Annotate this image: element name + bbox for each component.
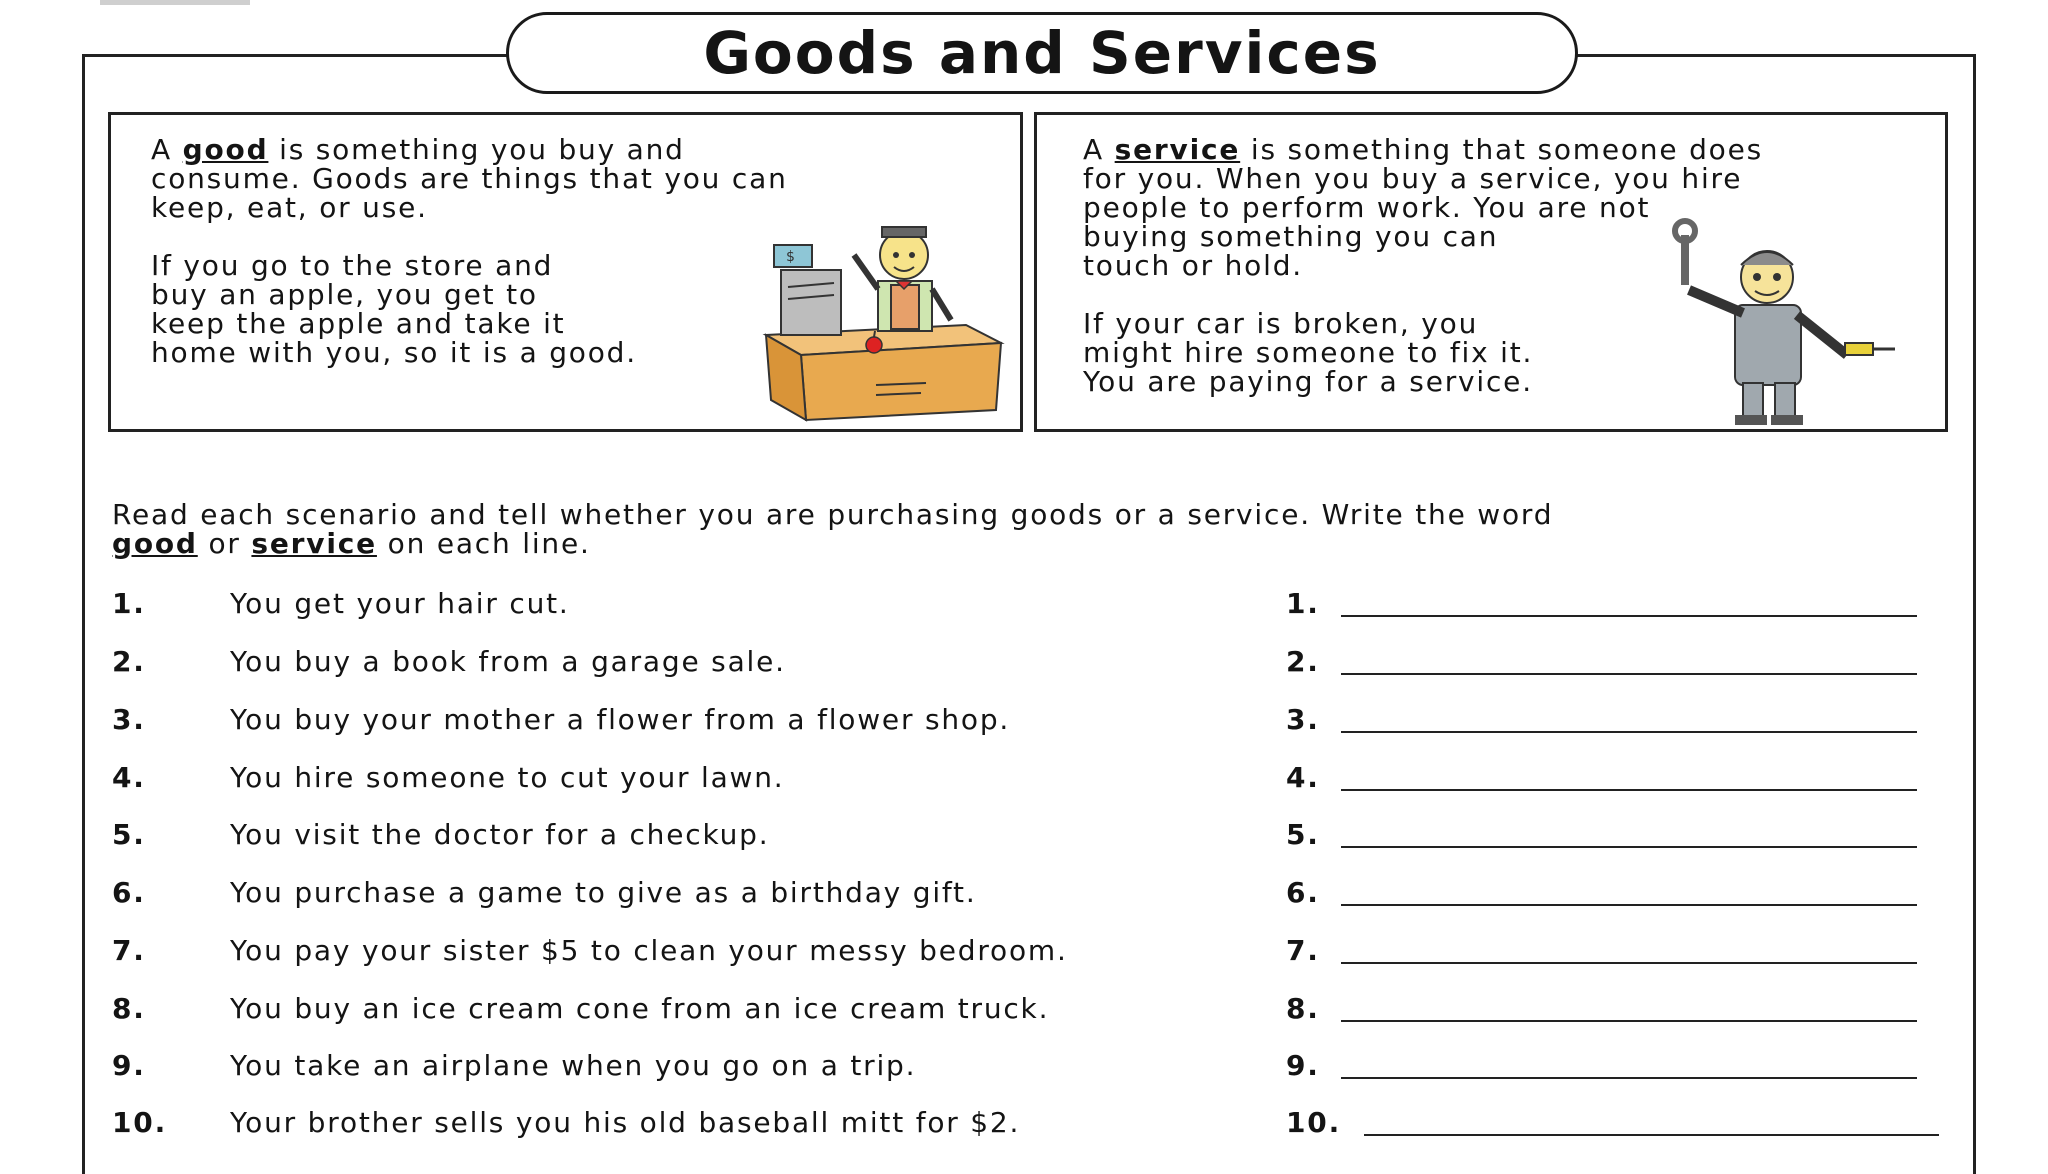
instructions-line-1: Read each scenario and tell whether you are purchasing goods or a service. Write the word <box>112 498 1554 531</box>
good-example-line-2: buy an apple, you get to <box>151 278 538 311</box>
answer-line[interactable] <box>1341 904 1917 906</box>
answer-number: 3. <box>1286 703 1320 736</box>
top-edge-smudge <box>100 0 250 5</box>
answer-number: 8. <box>1286 992 1320 1025</box>
answer-line[interactable] <box>1341 673 1917 675</box>
question-number: 1. <box>112 587 146 620</box>
page-title: Goods and Services <box>703 19 1381 87</box>
answer-line[interactable] <box>1341 846 1917 848</box>
question-text: You visit the doctor for a checkup. <box>230 818 770 851</box>
answer-line[interactable] <box>1341 1077 1917 1079</box>
question-text: You buy a book from a garage sale. <box>230 645 786 678</box>
question-row <box>112 645 1942 685</box>
question-number: 2. <box>112 645 146 678</box>
answer-number: 9. <box>1286 1049 1320 1082</box>
question-row <box>112 818 1942 858</box>
question-text: You pay your sister $5 to clean your messy bedroom. <box>230 934 1068 967</box>
service-example-line-1: If your car is broken, you <box>1083 307 1479 340</box>
shopkeeper-at-cash-register-icon <box>756 215 1011 425</box>
answer-number: 1. <box>1286 587 1320 620</box>
question-text: You purchase a game to give as a birthday gift. <box>230 876 977 909</box>
answer-number: 2. <box>1286 645 1320 678</box>
question-text: You take an airplane when you go on a trip. <box>230 1049 917 1082</box>
answer-number: 5. <box>1286 818 1320 851</box>
service-definition-box <box>1034 112 1948 432</box>
question-row <box>112 587 1942 627</box>
instruction-word-good: good <box>112 527 198 560</box>
service-def-line-4: buying something you can <box>1083 220 1499 253</box>
good-def-line-1: A good is something you buy and <box>151 133 685 166</box>
good-example-line-4: home with you, so it is a good. <box>151 336 637 369</box>
service-example-line-2: might hire someone to fix it. <box>1083 336 1534 369</box>
service-def-line-3: people to perform work. You are not <box>1083 191 1651 224</box>
answer-line[interactable] <box>1341 789 1917 791</box>
question-number: 5. <box>112 818 146 851</box>
question-row <box>112 934 1942 974</box>
question-number: 4. <box>112 761 146 794</box>
mechanic-with-wrench-icon <box>1647 215 1927 430</box>
answer-number: 6. <box>1286 876 1320 909</box>
question-text: Your brother sells you his old baseball mitt for $2. <box>230 1106 1021 1139</box>
good-example-line-1: If you go to the store and <box>151 249 554 282</box>
question-number: 3. <box>112 703 146 736</box>
question-number: 9. <box>112 1049 146 1082</box>
instructions <box>112 500 1952 558</box>
answer-number: 4. <box>1286 761 1320 794</box>
answer-line[interactable] <box>1364 1134 1939 1136</box>
instructions-line-2: good or service on each line. <box>112 527 591 560</box>
question-row <box>112 703 1942 743</box>
answer-line[interactable] <box>1341 1020 1917 1022</box>
question-row <box>112 761 1942 801</box>
service-def-line-2: for you. When you buy a service, you hire <box>1083 162 1743 195</box>
question-number: 7. <box>112 934 146 967</box>
good-def-line-3: keep, eat, or use. <box>151 191 428 224</box>
answer-line[interactable] <box>1341 962 1917 964</box>
answer-number: 10. <box>1286 1106 1342 1139</box>
service-term: service <box>1114 133 1241 166</box>
good-term: good <box>182 133 269 166</box>
question-row <box>112 1106 1942 1146</box>
answer-number: 7. <box>1286 934 1320 967</box>
question-row <box>112 876 1942 916</box>
answer-line[interactable] <box>1341 615 1917 617</box>
good-definition-text <box>151 135 788 367</box>
title-banner <box>506 12 1578 94</box>
question-row <box>112 992 1942 1032</box>
instruction-word-service: service <box>251 527 377 560</box>
service-def-line-5: touch or hold. <box>1083 249 1303 282</box>
question-text: You get your hair cut. <box>230 587 570 620</box>
svg-text:$: $ <box>786 249 795 265</box>
answer-line[interactable] <box>1341 731 1917 733</box>
good-example-line-3: keep the apple and take it <box>151 307 566 340</box>
question-number: 8. <box>112 992 146 1025</box>
question-number: 6. <box>112 876 146 909</box>
service-example-line-3: You are paying for a service. <box>1083 365 1533 398</box>
service-def-line-1: A service is something that someone does <box>1083 133 1763 166</box>
question-text: You hire someone to cut your lawn. <box>230 761 785 794</box>
good-def-line-2: consume. Goods are things that you can <box>151 162 788 195</box>
question-row <box>112 1049 1942 1089</box>
question-text: You buy your mother a flower from a flower shop. <box>230 703 1011 736</box>
good-definition-box <box>108 112 1023 432</box>
question-text: You buy an ice cream cone from an ice cream truck. <box>230 992 1050 1025</box>
question-number: 10. <box>112 1106 168 1139</box>
